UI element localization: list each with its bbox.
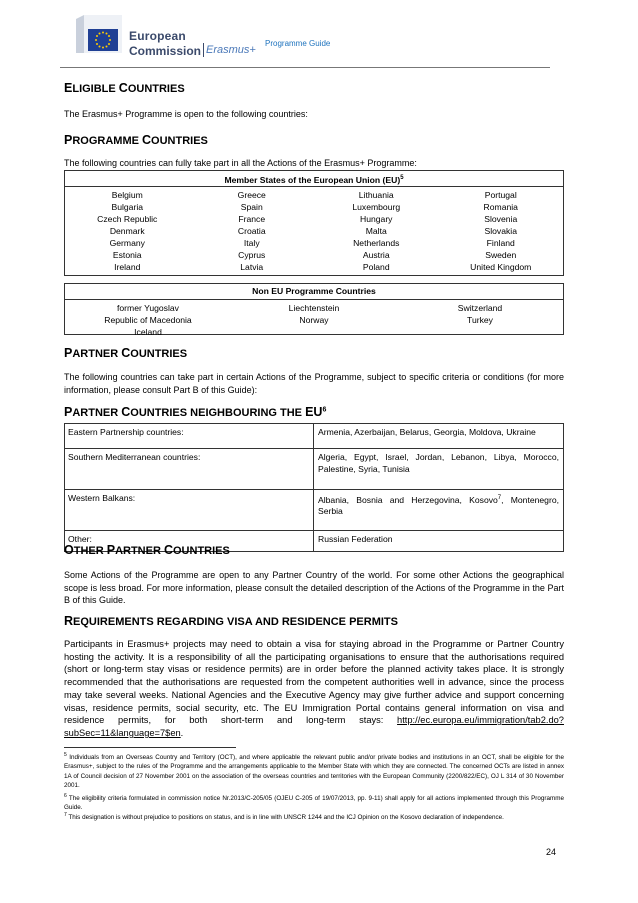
intro-text: The Erasmus+ Programme is open to the following countries: bbox=[64, 109, 308, 119]
org-name-line2: Commission bbox=[129, 44, 202, 58]
heading-visa-requirements: REQUIREMENTS REGARDING VISA AND RESIDENCE PERMITS bbox=[64, 614, 398, 628]
heading-eligible-countries: ELIGIBLE COUNTRIES bbox=[64, 81, 185, 95]
eu-member-states-table bbox=[64, 170, 564, 276]
country-name: Ireland bbox=[114, 262, 141, 272]
country-name: Austria bbox=[362, 250, 390, 260]
country-name: Lithuania bbox=[358, 190, 394, 200]
logo-divider bbox=[203, 43, 204, 57]
header-rule bbox=[60, 67, 550, 68]
country-name: Norway bbox=[299, 315, 329, 325]
partner-neighbouring-table bbox=[64, 423, 564, 552]
erasmus-plus-label: Erasmus+ bbox=[206, 44, 256, 56]
country-name: Cyprus bbox=[238, 250, 266, 260]
row-value: Algeria, Egypt, Israel, Jordan, Lebanon, Libya, Morocco, Palestine, Syria, Tunisia bbox=[318, 452, 559, 474]
eu-table-title: Member States of the European Union (EU)$^5$ bbox=[65, 171, 563, 187]
country-name: Sweden bbox=[485, 250, 517, 260]
partner-intro-text: The following countries can take part in certain Actions of the Programme, subject to specific criteria or conditions (for more information, please consult Part B of this Guide): bbox=[64, 372, 564, 395]
country-name: Poland bbox=[362, 262, 390, 272]
table-row bbox=[65, 449, 563, 490]
row-value: Armenia, Azerbaijan, Belarus, Georgia, Moldova, Ukraine bbox=[318, 427, 536, 437]
country-name: Malta bbox=[365, 226, 387, 236]
country-name: United Kingdom bbox=[470, 262, 532, 272]
country-name: Slovakia bbox=[484, 226, 517, 236]
country-name: Denmark bbox=[109, 226, 145, 236]
other-partner-text: Some Actions of the Programme are open to any Partner Country of the world. For some other Actions the geographical scope is less broad. For more information, please consult the detailed description of the Actions of the Programme in the Part B of this Guide. bbox=[64, 570, 564, 606]
country-name: Spain bbox=[240, 202, 263, 212]
eu-table-columns bbox=[65, 187, 563, 273]
country-name: Netherlands bbox=[353, 238, 400, 248]
heading-programme-countries: PROGRAMME COUNTRIES bbox=[64, 133, 208, 147]
country-name: Czech Republic bbox=[97, 214, 158, 224]
country-name: Liechtenstein bbox=[288, 303, 340, 313]
eu-column bbox=[65, 189, 190, 273]
row-label: Western Balkans: bbox=[65, 490, 314, 530]
country-name: Romania bbox=[483, 202, 518, 212]
country-name: France bbox=[238, 214, 266, 224]
non-eu-programme-table bbox=[64, 283, 564, 335]
country-name: Bulgaria bbox=[111, 202, 144, 212]
row-label: Other: bbox=[65, 531, 314, 551]
table-row bbox=[65, 424, 563, 449]
programme-intro-text: The following countries can fully take part in all the Actions of the Erasmus+ Programme: bbox=[64, 158, 417, 168]
country-name: Turkey bbox=[467, 315, 493, 325]
running-header: Programme Guide bbox=[265, 39, 331, 48]
non-eu-table-title: Non EU Programme Countries bbox=[65, 284, 563, 300]
heading-partner-countries: PARTNER COUNTRIES bbox=[64, 346, 188, 360]
country-name: Republic of Macedonia bbox=[104, 315, 192, 325]
heading-other-partner-countries: OTHER PARTNER COUNTRIES bbox=[64, 543, 230, 557]
country-name: Switzerland bbox=[457, 303, 503, 313]
non-eu-column bbox=[86, 302, 211, 338]
non-eu-column bbox=[252, 302, 377, 338]
eu-column bbox=[190, 189, 315, 273]
country-name: Finland bbox=[486, 238, 515, 248]
country-name: Hungary bbox=[360, 214, 393, 224]
country-name: Croatia bbox=[237, 226, 266, 236]
org-name-line1: European bbox=[129, 29, 186, 43]
footnote-7: $^7$ This designation is without prejudice to positions on status, and is in line with UNSCR 1244 and the ICJ Opinion on the Kosovo declaration of independence. bbox=[64, 812, 504, 822]
footnote-5: $^5$ Individuals from an Overseas Country and Territory (OCT), and where applicable the relevant public and/or private bodies and institutions in an OCT, shall be eligible for the Erasmus+, subject to the rules of the Programme and the arrangements applicable to the Member State with which they are connected. The concerned OCTs are listed in annex 1A of Council decision of 27 November 2001 on the association of the overseas countries and territories with the European Community (2200/822/EC), OJ L 314 of 30 November 2001. bbox=[64, 752, 565, 789]
row-label: Southern Mediterranean countries: bbox=[65, 449, 314, 489]
row-value: Albania, Bosnia and Herzegovina, Kosovo$^7$, Montenegro, Serbia bbox=[318, 494, 559, 517]
footnote-6: $^6$ The eligibility criteria formulated in commission notice Nr.2013/C-205/05 (OJEU C-205 of 19/07/2013, pp. 9-11) shall apply for all actions implemented through this Programme Guide. bbox=[64, 793, 564, 812]
table-row bbox=[65, 490, 563, 531]
country-name: Estonia bbox=[112, 250, 142, 260]
country-name: Slovenia bbox=[484, 214, 518, 224]
country-name: Portugal bbox=[484, 190, 517, 200]
country-name: Luxembourg bbox=[352, 202, 401, 212]
eu-column bbox=[439, 189, 564, 273]
country-name: Iceland bbox=[134, 327, 162, 337]
immigration-portal-link[interactable]: http://ec.europa.eu/immigration/tab2.do?subSec=11&language=7$en bbox=[64, 715, 564, 738]
non-eu-table-columns bbox=[65, 300, 563, 338]
country-name: Greece bbox=[237, 190, 266, 200]
commission-building-icon bbox=[74, 13, 126, 59]
page-number: 24 bbox=[546, 847, 557, 857]
country-name: Germany bbox=[109, 238, 145, 248]
row-value: Russian Federation bbox=[318, 534, 393, 544]
country-name: Latvia bbox=[240, 262, 264, 272]
country-name: Belgium bbox=[111, 190, 143, 200]
eu-column bbox=[314, 189, 439, 273]
row-label: Eastern Partnership countries: bbox=[65, 424, 314, 448]
country-name: Italy bbox=[243, 238, 260, 248]
european-commission-logo bbox=[74, 13, 264, 59]
country-name: former Yugoslav bbox=[117, 303, 179, 313]
non-eu-column bbox=[418, 302, 543, 338]
visa-text: Participants in Erasmus+ projects may need to obtain a visa for staying abroad in the Programme or Partner Country hosting the activity. It is a responsibility of all the participating organisations to ensure that the authorisations required (short or long-term stay visas or residence permits) are in order before the planned activity takes place. It is strongly recommended that the authorisations are requested from the competent authorities well in advance, since the process may take several weeks. National Agencies and the Executive Agency may give further advice and support concerning visas, residence permits, social security, etc. The EU Immigration Portal contains general information on visa and residence permits, for both short-term and long-term stays: http://ec.europa.eu/immigration/tab2.do?subSec=11&language=7$en. bbox=[64, 639, 564, 738]
footnote-rule bbox=[64, 747, 236, 748]
heading-partner-neighbouring: PARTNER COUNTRIES NEIGHBOURING THE $EU^6$ bbox=[64, 405, 327, 419]
